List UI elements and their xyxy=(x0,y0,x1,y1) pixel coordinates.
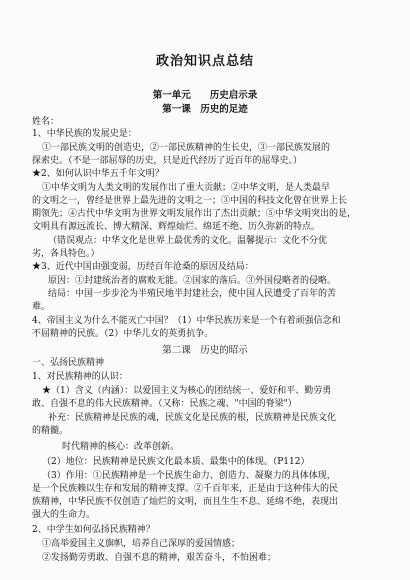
function-line: 族精神，中华民族不仅创造了灿烂的文明，而且生生不息、延绵不绝，表现出 xyxy=(32,497,339,507)
page-title: 政治知识点总结 xyxy=(155,54,254,69)
s2-line: 文明具有源远流长、博大精深、辉煌灿烂、绵延不绝、历久弥新的特点。 xyxy=(32,222,321,232)
function-line: （3）作用：①民族精神是一个民族生命力、创造力、凝聚力的具体体现， xyxy=(42,471,336,481)
s1-heading: 1、中华民族的发展史是： xyxy=(32,129,137,139)
lesson1-heading: 第一课 历史的足迹 xyxy=(162,104,248,115)
s2-line: 期领先；④古代中华文明为世界文明发展作出了杰出贡献；⑤中华文明突出的是， xyxy=(32,209,357,219)
function-line: 是一个民族赖以生存和发展的精神支撑。②千百年来，正是由于这种伟大的民 xyxy=(32,484,339,494)
function-line: 强大的生命力。 xyxy=(32,510,96,520)
s3-line: 难。 xyxy=(32,302,51,312)
unit-heading: 第一单元 历史启示录 xyxy=(152,90,258,101)
note-line: 补充：民族精神是民族的魂，民族文化是民族的根，民族精神是民族文化 xyxy=(48,413,337,423)
s2-line: 劣，各具特色。） xyxy=(32,249,100,259)
status-line: （2）地位：民族精神是民族文化最本质、最集中的体现。（P112） xyxy=(42,457,310,467)
s4-line: 不屈精神的民族。（2）中华儿女的英勇抗争。 xyxy=(32,329,214,339)
s2-line: ①中华文明为人类文明的发展作出了重大贡献；②中华文明，是人类最早 xyxy=(42,183,331,193)
note-line: 时代精神的核心：改革创新。 xyxy=(62,442,180,452)
answer-line: ①高举爱国主义旗帜，培养自己深厚的爱国情感； xyxy=(42,539,241,549)
s2-line: 的文明之一，曾经是世界上最先进的文明之一；③中国的科技文化曾在世界上长 xyxy=(32,196,348,206)
name-label: 姓名： xyxy=(32,117,60,127)
s2-heading: ★2、如何认识中华五千年文明？ xyxy=(32,169,164,179)
q2-heading: 2、中学生如何弘扬民族精神？ xyxy=(32,525,155,535)
s4-line: 4、帝国主义为什么不能灭亡中国？（1）中华民族历来是一个有着顽强信念和 xyxy=(32,316,341,326)
q1-heading: 1、对民族精神的认识： xyxy=(32,372,128,382)
note-line: 的精髓。 xyxy=(32,426,69,436)
answer-line: ②发扬勤劳勇敢、自强不息的精神，艰苦奋斗，不怕困难； xyxy=(42,553,277,563)
s2-line: （错误观点：中华文化是世界上最优秀的文化。温馨提示：文化不分优 xyxy=(48,236,328,246)
meaning-line: ★（1）含义（内涵）：以爱国主义为核心的团结统一、爱好和平、勤劳勇 xyxy=(42,386,332,396)
s3-line: 原因：①封建统治者的腐败无能。②国家的落后。③外国侵略者的侵略。 xyxy=(48,276,337,286)
s3-line: 结局：中国一步步沦为半殖民地半封建社会，使中国人民遭受了百年的苦 xyxy=(48,289,337,299)
meaning-line: 敢、自强不息的伟大民族精神。（又称：民族之魂、"中国的脊梁"） xyxy=(32,399,297,409)
s1-line: 探索史。（不是一部屈辱的历史，只是近代经历了近百年的屈辱史。） xyxy=(32,156,303,166)
lesson2-heading: 第二课 历史的昭示 xyxy=(162,345,248,356)
part1-heading: 一、弘扬民族精神 xyxy=(32,358,105,368)
s1-line: ①一部民族文明的创造史，②一部民族精神的生长史，③一部民族发展的 xyxy=(42,143,331,153)
s3-heading: ★3、近代中国由强变弱，历经百年沧桑的原因及结局： xyxy=(32,262,254,272)
